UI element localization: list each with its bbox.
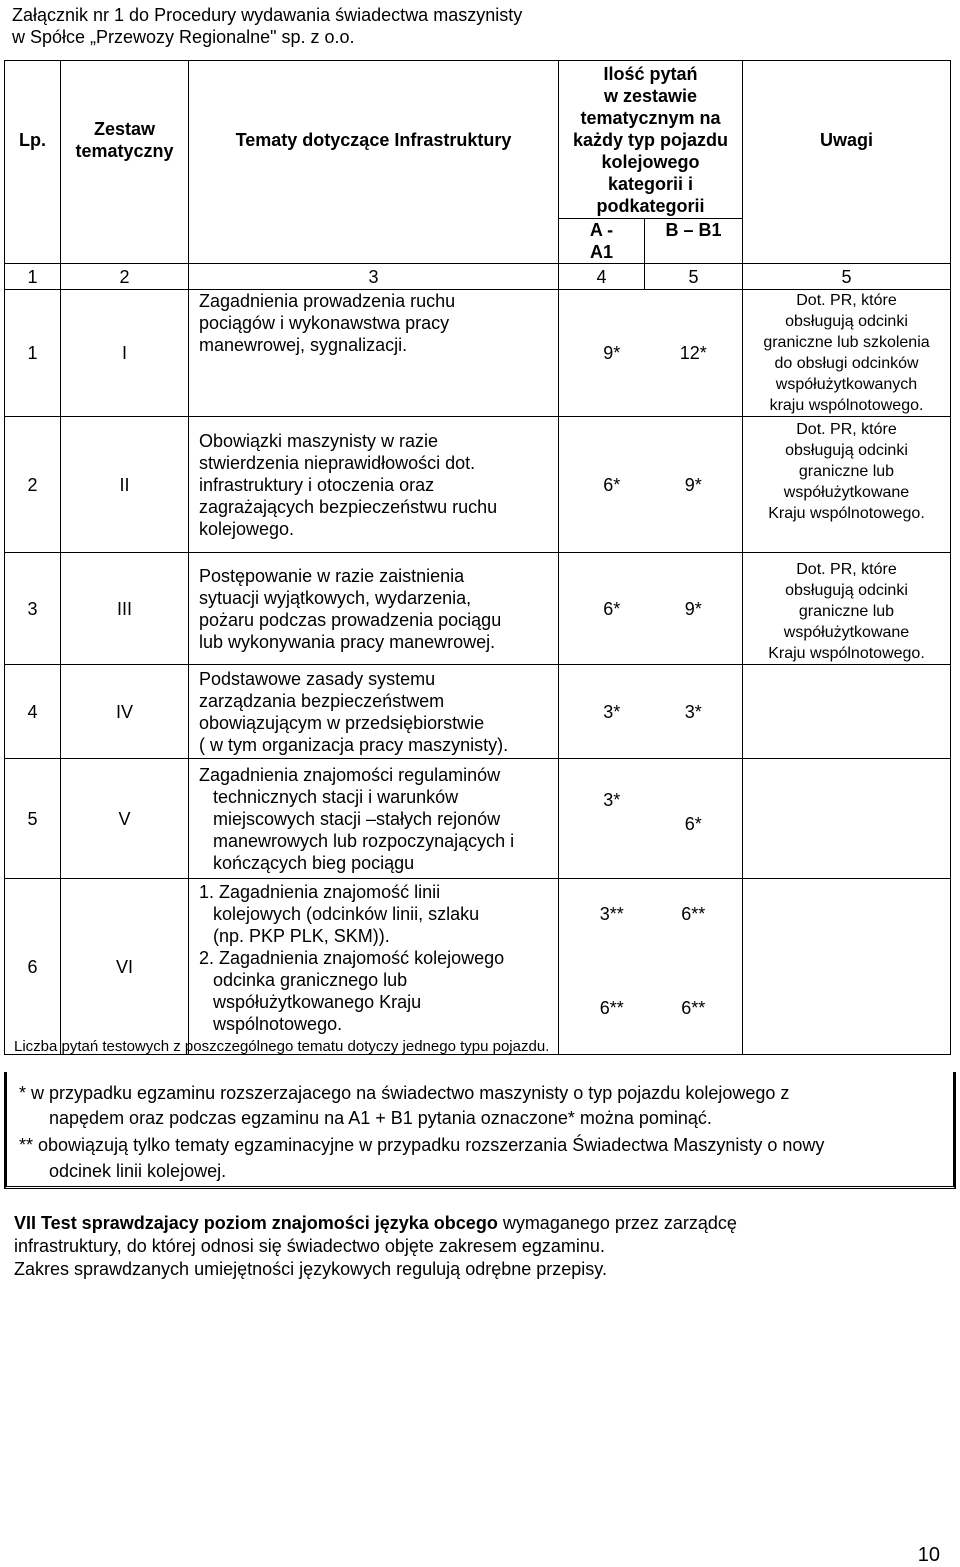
table-row <box>5 759 951 879</box>
section-vii-line-3: Zakres sprawdzanych umiejętności językowych regulują odrębne przepisy. <box>14 1259 607 1279</box>
row-note: Dot. PR, które obsługują odcinki graniczne lub współużytkowane Kraju wspólnotowego. <box>743 553 951 665</box>
section-vii <box>14 1212 737 1281</box>
row-lp: 5 <box>5 759 61 879</box>
row-note <box>743 879 951 1055</box>
notes-box <box>4 1072 956 1189</box>
row-topic: Zagadnienia prowadzenia ruchu pociągów i wykonawstwa pracy manewrowej, sygnalizacji. <box>189 290 559 417</box>
table-number-row <box>5 264 951 290</box>
row-count-a: 3* <box>559 759 645 879</box>
section-vii-title: VII Test sprawdzajacy poziom znajomości języka obcego wymaganego przez zarządcę <box>14 1213 737 1233</box>
row-note <box>743 665 951 759</box>
col-ilosc-header: Ilość pytań w zestawie tematycznym na każdy typ pojazdu kolejowego kategorii i podkategorii <box>559 61 743 219</box>
note-1-line-2: napędem oraz podczas egzaminu na A1 + B1 pytania oznaczone* można pominąć. <box>49 1108 712 1128</box>
col-a-header: A - A1 <box>559 219 645 264</box>
row-count-a: 6* <box>559 417 645 553</box>
questions-footnote: Liczba pytań testowych z poszczególnego tematu dotyczy jednego typu pojazdu. <box>14 1038 550 1055</box>
row-topic: Postępowanie w razie zaistnienia sytuacji wyjątkowych, wydarzenia, pożaru podczas prowadzenia pociągu lub wykonywania pracy manewrowej. <box>189 553 559 665</box>
row-lp: 6 <box>5 879 61 1055</box>
row-count-a: 3** 6** <box>559 879 645 1055</box>
row-set: I <box>61 290 189 417</box>
row-note <box>743 759 951 879</box>
table-header-row <box>5 61 951 219</box>
header-line-1: Załącznik nr 1 do Procedury wydawania świadectwa maszynisty <box>12 5 523 25</box>
row-count-b: 6* <box>645 759 743 879</box>
section-vii-line-2: infrastruktury, do której odnosi się świadectwo objęte zakresem egzaminu. <box>14 1236 605 1256</box>
row-set: II <box>61 417 189 553</box>
note-2-line-1: ** obowiązują tylko tematy egzaminacyjne w przypadku rozszerzania Świadectwa Maszynisty o nowy <box>19 1135 825 1155</box>
col-number: 4 <box>559 264 645 290</box>
table-row <box>5 290 951 417</box>
row-set: V <box>61 759 189 879</box>
row-count-b: 6** 6** <box>645 879 743 1055</box>
row-set: VI <box>61 879 189 1055</box>
row-topic: Podstawowe zasady systemu zarządzania bezpieczeństwem obowiązującym w przedsiębiorstwie ( w tym organizacja pracy maszynisty). <box>189 665 559 759</box>
row-count-a: 6* <box>559 553 645 665</box>
row-lp: 4 <box>5 665 61 759</box>
row-count-b: 3* <box>645 665 743 759</box>
col-number: 1 <box>5 264 61 290</box>
col-number: 5 <box>743 264 951 290</box>
row-count-b: 12* <box>645 290 743 417</box>
table-subheader-row <box>5 219 951 264</box>
row-lp: 2 <box>5 417 61 553</box>
row-count-a: 3* <box>559 665 645 759</box>
table-row <box>5 417 951 553</box>
row-lp: 1 <box>5 290 61 417</box>
page-number: 10 <box>917 1544 940 1566</box>
col-zestaw-header: Zestaw tematyczny <box>61 61 189 219</box>
col-lp-header: Lp. <box>5 61 61 219</box>
row-set: III <box>61 553 189 665</box>
table-row <box>5 553 951 665</box>
topics-table <box>4 60 950 1055</box>
row-count-b: 9* <box>645 417 743 553</box>
header-line-2: w Spółce „Przewozy Regionalne" sp. z o.o. <box>12 27 355 47</box>
col-number: 3 <box>189 264 559 290</box>
note-1-line-1: * w przypadku egzaminu rozszerzajacego na świadectwo maszynisty o typ pojazdu kolejowego z <box>19 1083 790 1103</box>
row-count-a: 9* <box>559 290 645 417</box>
row-lp: 3 <box>5 553 61 665</box>
col-b-header: B – B1 <box>645 219 743 264</box>
note-2-line-2: odcinek linii kolejowej. <box>49 1161 227 1181</box>
table-row <box>5 665 951 759</box>
row-topic: Zagadnienia znajomości regulaminów technicznych stacji i warunków miejscowych stacji –stałych rejonów manewrowych lub rozpoczynających i kończących bieg pociągu <box>189 759 559 879</box>
row-topic: Obowiązki maszynisty w razie stwierdzenia nieprawidłowości dot. infrastruktury i otoczenia oraz zagrażających bezpieczeństwu ruchu kolejowego. <box>189 417 559 553</box>
document-header <box>12 4 522 48</box>
row-note: Dot. PR, które obsługują odcinki graniczne lub współużytkowane Kraju wspólnotowego. <box>743 417 951 553</box>
col-number: 5 <box>645 264 743 290</box>
col-uwagi-header: Uwagi <box>743 61 951 219</box>
table-row <box>5 879 951 1055</box>
row-topic: 1. Zagadnienia znajomość linii kolejowych (odcinków linii, szlaku (np. PKP PLK, SKM)). 2. Zagadnienia znajomość kolejowego odcinka granicznego lub współużytkowanego Kraju wspólnotowego. <box>189 879 559 1055</box>
row-note: Dot. PR, które obsługują odcinki graniczne lub szkolenia do obsługi odcinków współużytkowanych kraju wspólnotowego. <box>743 290 951 417</box>
row-count-b: 9* <box>645 553 743 665</box>
row-set: IV <box>61 665 189 759</box>
col-number: 2 <box>61 264 189 290</box>
col-tematy-header: Tematy dotyczące Infrastruktury <box>189 61 559 219</box>
